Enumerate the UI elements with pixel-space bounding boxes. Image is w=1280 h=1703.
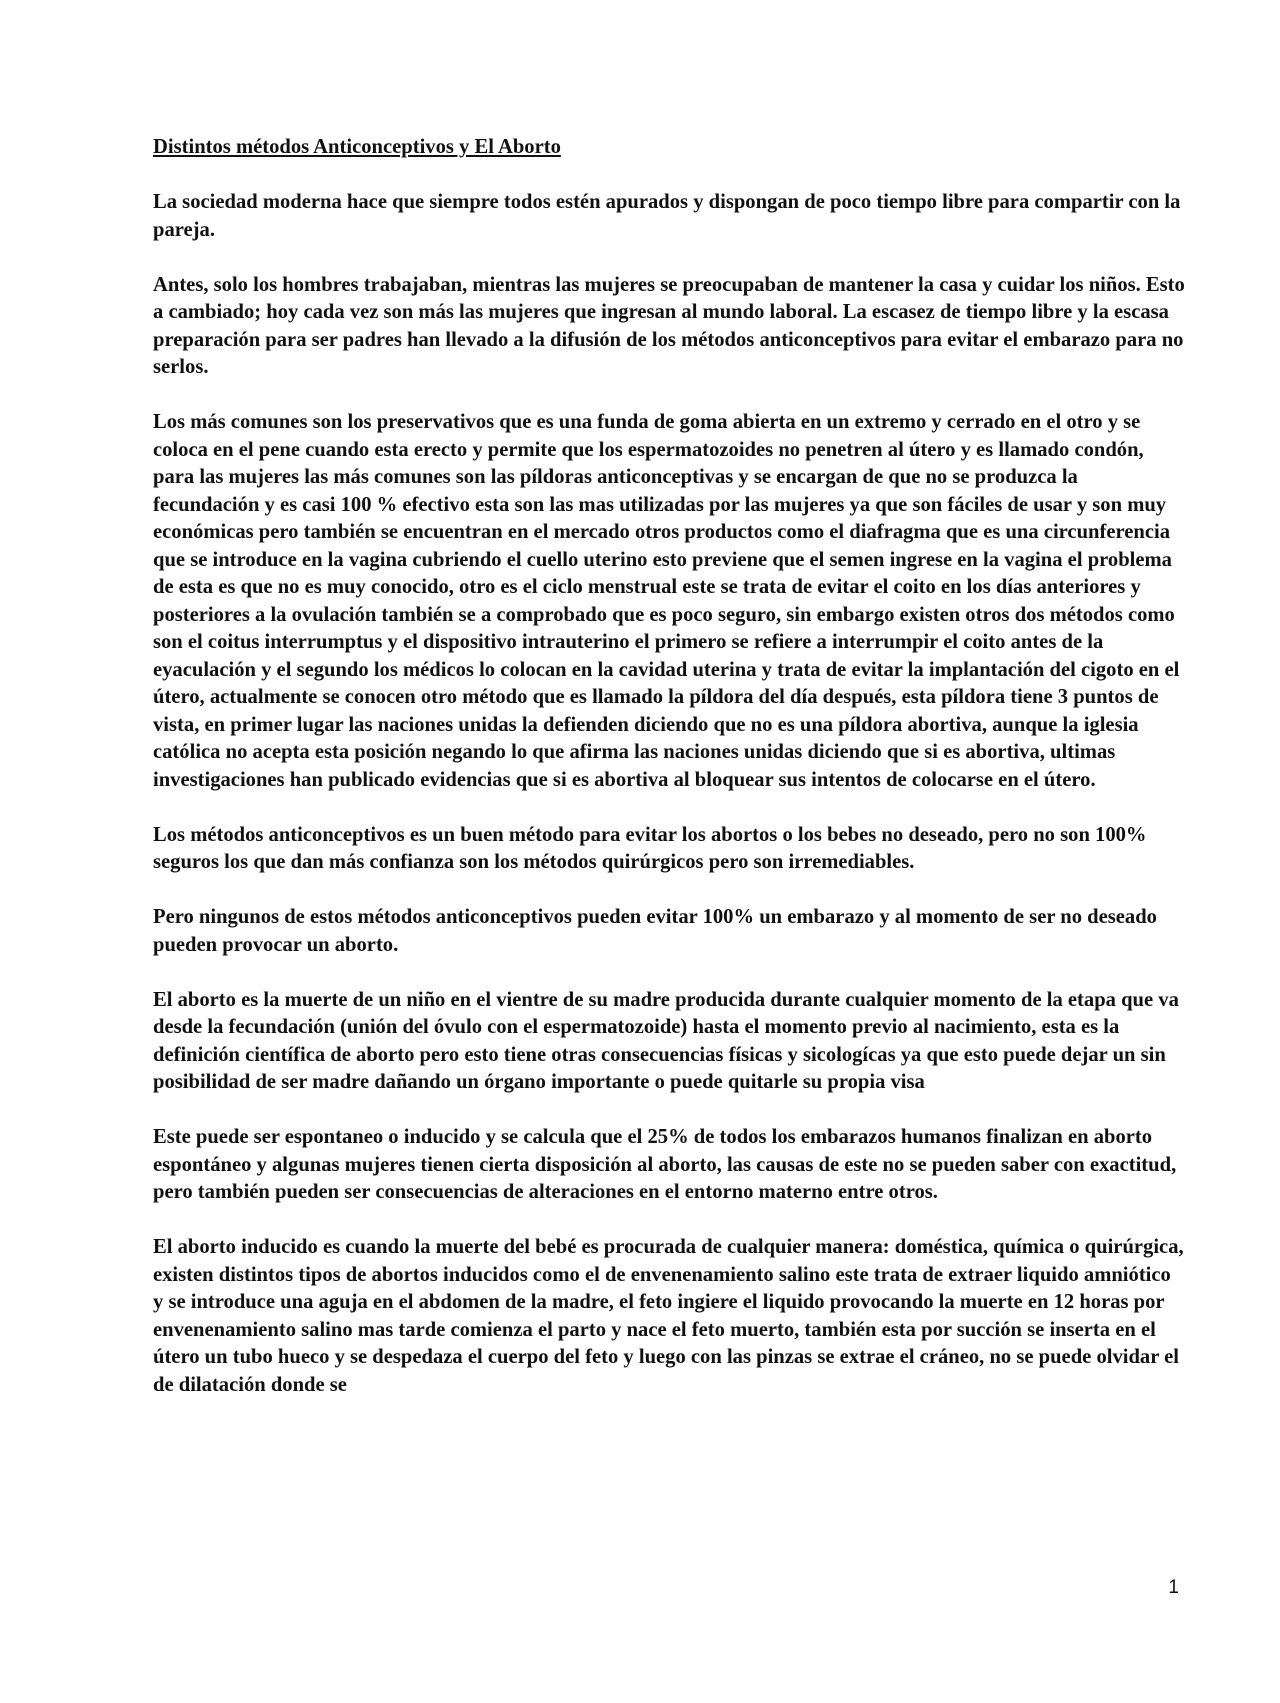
paragraph-limitations: Pero ningunos de estos métodos anticonceptivos pueden evitar 100% un embarazo y al momento de ser no deseado pueden provocar un aborto.: [153, 906, 1157, 956]
paragraph-effectiveness: Los métodos anticonceptivos es un buen método para evitar los abortos o los bebes no deseado, pero no son 100% seguros los que dan más confianza son los métodos quirúrgicos pero son irremediables.: [153, 823, 1147, 873]
paragraph-induced-abortion: El aborto inducido es cuando la muerte del bebé es procurada de cualquier manera: doméstica, química o quirúrgica, existen distintos tipos de abortos inducidos como el de envenenamiento salino este trata de extraer liquido amniótico y se introduce una aguja en el abdomen de la madre, el feto ingiere el liquido provocando la muerte en 12 horas por envenenamiento salino mas tarde comienza el parto y nace el feto muerto, también esta por succión se inserta en el útero un tubo hueco y se despedaza el cuerpo del feto y luego con las pinzas se extrae el cráneo, no se puede olvidar el de dilatación donde se: [153, 1236, 1184, 1396]
paragraph-abortion-definition: El aborto es la muerte de un niño en el vientre de su madre producida durante cualquier momento de la etapa que va desde la fecundación (unión del óvulo con el espermatozoide) hasta el momento previo al nacimiento, esta es la definición científica de aborto pero esto tiene otras consecuencias físicas y sicologícas ya que esto puede dejar un sin posibilidad de ser madre dañando un órgano importante o puede quitarle su propia visa: [153, 988, 1179, 1093]
paragraph-history: Antes, solo los hombres trabajaban, mientras las mujeres se preocupaban de mantener la casa y cuidar los niños. Esto a cambiado; hoy cada vez son más las mujeres que ingresan al mundo laboral. La escasez de tiempo libre y la escasa preparación para ser padres han llevado a la difusión de los métodos anticonceptivos para evitar el embarazo para no serlos.: [153, 273, 1185, 378]
paragraph-methods: Los más comunes son los preservativos que es una funda de goma abierta en un extremo y cerrado en el otro y se coloca en el pene cuando esta erecto y permite que los espermatozoides no penetren al útero y es llamado condón, para las mujeres las más comunes son las píldoras anticonceptivas y se encargan de que no se produzca la fecundación y es casi 100 % efectivo esta son las mas utilizadas por las mujeres ya que son fáciles de usar y son muy económicas pero también se encuentran en el mercado otros productos como el diafragma que es una circunferencia que se introduce en la vagina cubriendo el cuello uterino esto previene que el semen ingrese en la vagina el problema de esta es que no es muy conocido, otro es el ciclo menstrual este se trata de evitar el coito en los días anteriores y posteriores a la ovulación también se a comprobado que es poco seguro, sin embargo existen otros dos métodos como son el coitus interrumptus y el dispositivo intrauterino el primero se refiere a interrumpir el coito antes de la eyaculación y el segundo los médicos lo colocan en la cavidad uterina y trata de evitar la implantación del cigoto en el útero, actualmente se conocen otro método que es llamado la píldora del día después, esta píldora tiene 3 puntos de vista, en primer lugar las naciones unidas la defienden diciendo que no es una píldora abortiva, aunque la iglesia católica no acepta esta posición negando lo que afirma las naciones unidas diciendo que si es abortiva, ultimas investigaciones han publicado evidencias que si es abortiva al bloquear sus intentos de colocarse en el útero.: [153, 411, 1180, 791]
paragraph-intro: La sociedad moderna hace que siempre todos estén apurados y dispongan de poco tiempo libre para compartir con la pareja.: [153, 191, 1181, 241]
paragraph-spontaneous-abortion: Este puede ser espontaneo o inducido y se calcula que el 25% de todos los embarazos humanos finalizan en aborto espontáneo y algunas mujeres tienen cierta disposición al aborto, las causas de este no se pueden saber con exactitud, pero también pueden ser consecuencias de alteraciones en el entorno materno entre otros.: [153, 1126, 1177, 1203]
document-title: Distintos métodos Anticonceptivos y El Aborto: [153, 136, 561, 158]
document-body: [153, 134, 1185, 1427]
page-number: 1: [1168, 1577, 1179, 1598]
